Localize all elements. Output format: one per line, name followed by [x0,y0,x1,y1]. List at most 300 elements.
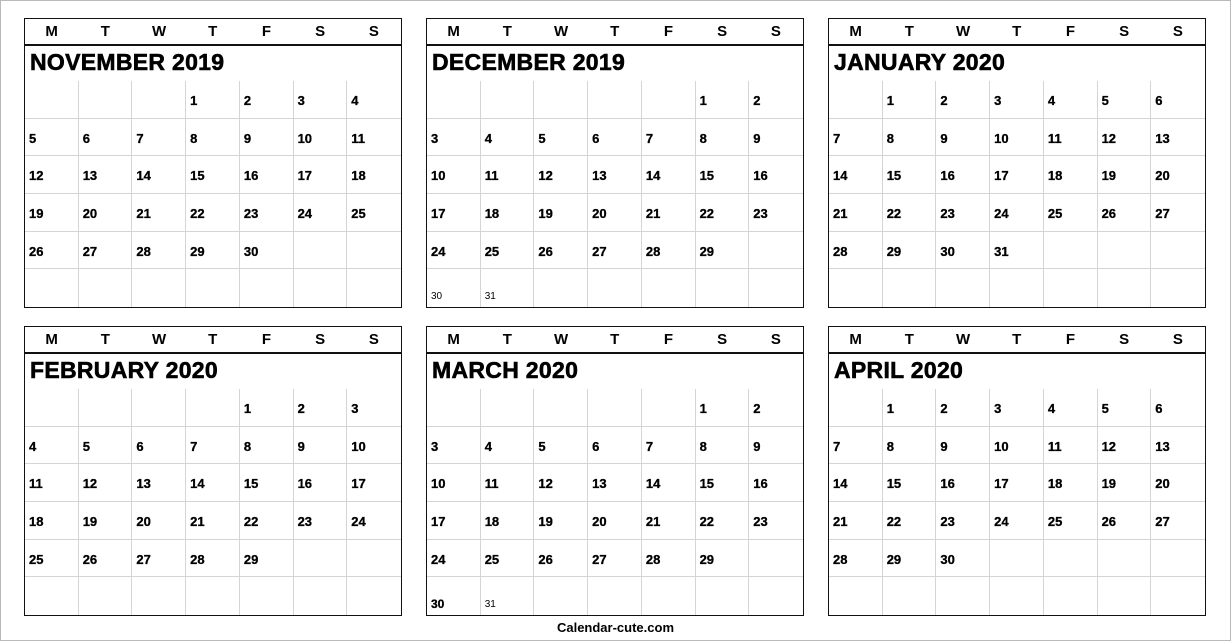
day-cell [829,194,883,232]
weekday-label: T [208,23,218,40]
month-panel [426,18,804,308]
day-cell [427,427,481,465]
day-cell [1151,269,1205,307]
day-cell [534,427,588,465]
weekday-label: T [208,331,218,348]
day-number: 7 [833,130,841,146]
day-number: 20 [136,514,151,529]
day-number: 25 [29,551,44,567]
day-cell [79,119,133,157]
day-number: 14 [833,168,848,184]
day-cell [588,502,642,540]
day-cell [240,194,294,232]
day-cell [1044,232,1098,270]
day-number: 17 [431,206,446,221]
day-cell [427,232,481,270]
day-cell [186,502,240,540]
day-cell [294,81,348,119]
day-cell [294,156,348,194]
day-cell [749,540,803,578]
day-cell [481,156,535,194]
day-number: 1 [190,93,198,108]
weekday-label: M [849,23,863,40]
day-cell [749,269,803,307]
day-number: 21 [833,206,848,221]
weekday-label: T [904,331,915,348]
day-cell [936,464,990,502]
day-cell [347,464,401,502]
day-number: 26 [1101,206,1117,221]
day-cell [642,81,696,119]
day-number: 18 [1047,168,1063,184]
day-number: 20 [1155,168,1170,184]
day-number: 13 [1155,438,1170,454]
day-cell [186,464,240,502]
day-cell [132,427,186,465]
day-number: 1 [243,401,252,416]
day-cell [79,540,133,578]
day-number: 6 [82,130,90,146]
day-cell [749,427,803,465]
day-number: 29 [699,551,715,567]
day-cell [642,577,696,615]
day-cell [829,577,883,615]
day-number: 17 [994,168,1009,184]
day-cell [936,194,990,232]
day-cell [829,119,883,157]
weekday-label: F [261,23,272,40]
day-cell [1098,464,1152,502]
day-number: 22 [699,206,715,221]
day-number: 30 [940,243,955,259]
day-number: 28 [190,551,205,567]
day-cell [696,81,750,119]
day-cell [588,389,642,427]
day-number: 12 [1101,438,1117,454]
day-cell [534,464,588,502]
day-cell [186,389,240,427]
day-number: 16 [940,168,955,184]
day-cell [642,389,696,427]
day-cell [990,389,1044,427]
day-number: 24 [431,551,446,567]
day-cell [883,232,937,270]
weekday-header [25,327,401,354]
day-number: 22 [886,206,902,221]
day-number: 12 [29,168,44,184]
day-cell [79,156,133,194]
day-number: 20 [1155,476,1170,492]
day-cell [936,577,990,615]
day-number: 9 [940,438,948,454]
day-number: 29 [886,243,902,259]
day-cell [240,540,294,578]
day-number: 27 [1155,206,1170,221]
month-panel [24,18,402,308]
day-cell [132,540,186,578]
day-number: 11 [1047,438,1062,454]
day-cell [883,156,937,194]
day-cell [186,577,240,615]
day-cell [1098,427,1152,465]
day-number: 6 [1155,401,1163,416]
weekday-label: S [315,23,326,40]
weekday-label: F [663,331,674,348]
weekday-label: S [1119,331,1130,348]
day-cell [936,389,990,427]
day-cell [1151,389,1205,427]
month-title: NOVEMBER 2019 [30,49,225,75]
day-number: 11 [484,168,499,184]
weekday-label: S [368,23,380,40]
day-number: 5 [1101,93,1109,108]
day-number: 20 [82,206,98,221]
weekday-label: W [553,23,569,40]
day-cell [427,464,481,502]
weekday-label: W [151,331,167,348]
day-number: 5 [29,130,37,146]
day-cell [481,269,535,307]
day-cell [1151,232,1205,270]
day-number: 27 [136,551,151,567]
day-number: 23 [753,514,768,529]
day-cell [1151,577,1205,615]
day-cell [25,540,79,578]
day-cell [240,81,294,119]
weekday-label: W [553,331,569,348]
day-number: 8 [886,438,894,454]
day-cell [936,119,990,157]
day-cell [132,577,186,615]
day-number: 30 [940,551,955,567]
day-number: 19 [29,206,44,221]
day-cell [990,119,1044,157]
day-cell [883,194,937,232]
day-cell [132,389,186,427]
day-cell [534,269,588,307]
day-number: 3 [994,93,1002,108]
day-number: 21 [645,514,661,529]
day-cell [749,156,803,194]
day-cell [534,232,588,270]
day-number: 10 [994,438,1009,454]
weekday-label: S [770,23,782,40]
day-grid [25,81,401,307]
day-number: 25 [1047,206,1063,221]
day-cell [534,194,588,232]
month-title: JANUARY 2020 [834,49,1006,75]
day-cell [990,577,1044,615]
day-cell [696,577,750,615]
day-number: 7 [833,438,841,454]
day-cell [427,119,481,157]
day-cell [1044,194,1098,232]
day-number: 25 [484,551,500,567]
day-number: 1 [699,93,707,108]
day-cell [481,464,535,502]
day-number: 5 [1101,401,1109,416]
day-number: 13 [136,476,151,492]
day-number: 1 [699,401,707,416]
day-cell [294,269,348,307]
day-number: 10 [994,130,1009,146]
day-number: 4 [29,438,37,454]
day-number: 19 [538,206,553,221]
weekday-label: T [100,331,111,348]
day-number: 12 [538,476,553,492]
day-cell [347,577,401,615]
day-cell [883,427,937,465]
day-cell [347,389,401,427]
day-cell [1151,427,1205,465]
overflow-day-number: 31 [484,291,496,303]
weekday-header [829,19,1205,46]
day-cell [25,427,79,465]
day-number: 19 [82,514,98,529]
day-number: 22 [190,206,205,221]
day-cell [1098,194,1152,232]
day-cell [481,540,535,578]
day-cell [883,577,937,615]
day-cell [696,427,750,465]
day-cell [25,269,79,307]
day-number: 16 [753,168,768,184]
day-number: 9 [940,130,948,146]
day-cell [347,156,401,194]
day-cell [25,156,79,194]
day-cell [749,502,803,540]
day-number: 22 [243,514,259,529]
day-cell [883,119,937,157]
day-number: 19 [538,514,553,529]
day-cell [534,156,588,194]
day-cell [1151,194,1205,232]
day-number: 27 [592,243,607,259]
day-cell [829,502,883,540]
day-cell [990,81,1044,119]
day-number: 28 [833,243,848,259]
day-number: 14 [645,476,661,492]
day-number: 27 [1155,514,1170,529]
day-number: 15 [190,168,205,184]
day-cell [186,232,240,270]
day-cell [132,119,186,157]
day-cell [427,269,481,307]
day-grid [427,81,803,307]
day-cell [829,81,883,119]
day-number: 3 [297,93,305,108]
day-cell [990,156,1044,194]
day-number: 14 [136,168,151,184]
day-cell [534,540,588,578]
day-number: 16 [297,476,313,492]
day-number: 3 [351,401,359,416]
day-number: 9 [297,438,305,454]
day-number: 18 [484,514,500,529]
day-number: 18 [484,206,500,221]
day-number: 26 [538,243,553,259]
day-cell [294,119,348,157]
day-cell [347,119,401,157]
day-number: 23 [940,514,955,529]
day-cell [696,502,750,540]
day-number: 24 [297,206,313,221]
day-cell [749,194,803,232]
day-cell [481,577,535,615]
weekday-label: T [100,23,111,40]
weekday-label: T [502,23,513,40]
day-cell [186,540,240,578]
day-cell [829,156,883,194]
day-number: 2 [940,401,948,416]
day-number: 6 [1155,93,1163,108]
day-cell [534,81,588,119]
day-cell [79,502,133,540]
weekday-label: T [904,23,915,40]
day-cell [1098,81,1152,119]
day-cell [588,232,642,270]
day-number: 9 [753,130,761,146]
weekday-label: M [45,23,59,40]
day-number: 8 [699,130,707,146]
weekday-label: M [849,331,863,348]
day-number: 13 [592,476,607,492]
day-number: 10 [431,168,446,184]
day-cell [347,269,401,307]
day-cell [132,156,186,194]
weekday-label: F [261,331,272,348]
day-number: 22 [699,514,715,529]
weekday-label: S [368,331,380,348]
weekday-label: W [151,23,167,40]
day-cell [990,502,1044,540]
day-cell [347,194,401,232]
day-number: 26 [29,243,44,259]
month-title: MARCH 2020 [432,357,579,383]
overflow-day-number: 30 [431,291,443,303]
day-number: 31 [994,243,1009,259]
day-number: 4 [1047,401,1056,416]
day-cell [240,119,294,157]
day-cell [696,232,750,270]
day-number: 3 [431,130,439,146]
day-cell [481,119,535,157]
month-panel [828,18,1206,308]
day-number: 8 [190,130,198,146]
day-cell [481,81,535,119]
day-number: 27 [82,243,98,259]
day-cell [481,427,535,465]
day-number: 18 [1047,476,1063,492]
day-cell [481,389,535,427]
day-cell [588,119,642,157]
day-number: 2 [297,401,305,416]
day-cell [481,502,535,540]
day-number: 16 [243,168,259,184]
day-number: 8 [243,438,252,454]
day-number: 6 [136,438,144,454]
day-cell [186,269,240,307]
day-cell [427,194,481,232]
day-cell [883,269,937,307]
day-cell [1044,119,1098,157]
day-number: 12 [1101,130,1117,146]
month-title: FEBRUARY 2020 [30,357,218,383]
day-cell [696,156,750,194]
day-cell [240,232,294,270]
day-number: 7 [136,130,144,146]
day-cell [240,427,294,465]
day-cell [696,194,750,232]
weekday-header [25,19,401,46]
day-number: 14 [833,476,848,492]
day-number: 15 [243,476,259,492]
day-cell [294,194,348,232]
day-cell [347,81,401,119]
day-number: 8 [699,438,707,454]
day-cell [990,269,1044,307]
weekday-label: T [610,23,620,40]
weekday-label: M [447,331,461,348]
day-number: 1 [886,401,894,416]
day-cell [936,502,990,540]
day-cell [936,540,990,578]
day-number: 3 [994,401,1002,416]
day-cell [79,389,133,427]
day-number: 10 [351,438,366,454]
day-cell [642,540,696,578]
day-number: 17 [351,476,366,492]
day-cell [883,540,937,578]
day-number: 26 [538,551,553,567]
weekday-label: T [1012,23,1022,40]
day-number: 18 [351,168,366,184]
day-cell [696,464,750,502]
day-cell [588,81,642,119]
day-cell [642,427,696,465]
day-cell [829,464,883,502]
day-number: 11 [351,130,366,146]
day-number: 29 [243,551,259,567]
day-grid [829,389,1205,615]
day-cell [240,577,294,615]
day-number: 10 [297,130,313,146]
day-cell [696,389,750,427]
day-cell [1044,389,1098,427]
day-cell [829,540,883,578]
day-number: 23 [297,514,313,529]
day-cell [79,577,133,615]
day-cell [936,427,990,465]
day-cell [1151,540,1205,578]
day-cell [79,269,133,307]
day-cell [883,502,937,540]
weekday-label: S [1172,331,1184,348]
day-cell [990,540,1044,578]
day-cell [186,119,240,157]
overflow-day-number: 31 [484,599,496,611]
day-cell [829,427,883,465]
day-cell [534,389,588,427]
month-panel [828,326,1206,616]
month-title: DECEMBER 2019 [432,49,626,75]
day-cell [1098,156,1152,194]
weekday-header [829,327,1205,354]
day-cell [829,232,883,270]
weekday-label: T [502,331,513,348]
day-number: 25 [484,243,500,259]
day-number: 14 [190,476,205,492]
